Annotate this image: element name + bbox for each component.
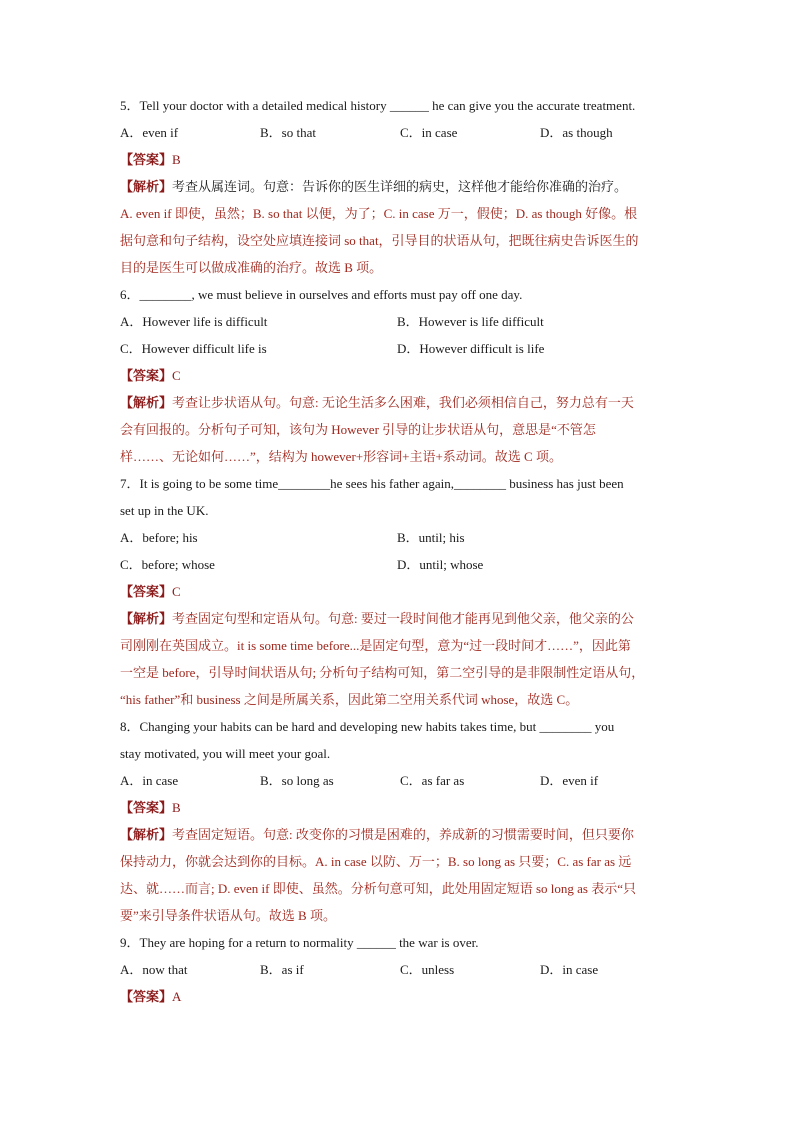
option-b: B．as if <box>260 962 304 977</box>
analysis-line: 达、就……而言; D. even if 即使、虽然。分析句意可知，此处用固定短语 so long as 表示“只 <box>120 881 637 896</box>
question-stem: 6．________, we must believe in ourselves and efforts must pay off one day. <box>120 287 523 302</box>
options-row <box>120 119 680 146</box>
answer-value: A <box>172 989 182 1004</box>
answer-value: C <box>172 584 181 599</box>
analysis-tag: 【解析】 <box>120 179 173 194</box>
analysis <box>120 389 680 470</box>
document-page <box>120 92 680 1010</box>
option-d: D．until; whose <box>397 557 484 572</box>
option-c: C．unless <box>400 962 455 977</box>
answer-value: B <box>172 152 181 167</box>
analysis-line: 考查固定短语。句意: 改变你的习惯是困难的，养成新的习惯需要时间，但只要你 <box>172 827 634 842</box>
option-a: A．However life is difficult <box>120 314 268 329</box>
answer-value: B <box>172 800 181 815</box>
answer-tag: 【答案】 <box>120 152 173 167</box>
option-a: A．before; his <box>120 530 198 545</box>
options-row <box>120 767 680 794</box>
analysis-line: 要”来引导条件状语从句。故选 B 项。 <box>120 908 336 923</box>
option-b: B．However is life difficult <box>397 314 544 329</box>
answer <box>120 578 680 605</box>
question-stem: 9．They are hoping for a return to normality ______ the war is over. <box>120 935 479 950</box>
answer-tag: 【答案】 <box>120 368 173 383</box>
question-7 <box>120 470 680 713</box>
question-8 <box>120 713 680 929</box>
answer <box>120 983 680 1010</box>
analysis-line: 目的是医生可以做成准确的治疗。故选 B 项。 <box>120 260 383 275</box>
analysis-line: 一空是 before，引导时间状语从句; 分析句子结构可知，第二空引导的是非限制性定语从句， <box>120 665 645 680</box>
option-d: D．However difficult is life <box>397 341 545 356</box>
question-6 <box>120 281 680 470</box>
option-c: C．as far as <box>400 773 465 788</box>
option-b: B．so long as <box>260 773 334 788</box>
option-d: D．in case <box>540 962 599 977</box>
analysis-tag: 【解析】 <box>120 611 173 626</box>
options-row <box>120 524 680 551</box>
analysis-line: 司刚刚在英国成立。it is some time before...是固定句型，意为“过一段时间才……”，因此第 <box>120 638 631 653</box>
analysis-line: 据句意和句子结构，设空处应填连接词 so that，引导目的状语从句，把既往病史告诉医生的 <box>120 233 639 248</box>
option-b: B．so that <box>260 125 316 140</box>
option-a: A．now that <box>120 962 188 977</box>
answer-value: C <box>172 368 181 383</box>
question-stem-cont: stay motivated, you will meet your goal. <box>120 746 331 761</box>
options-row <box>120 551 680 578</box>
analysis-line: 会有回报的。分析句子可知，该句为 However 引导的让步状语从句，意思是“不管怎 <box>120 422 596 437</box>
option-c: C．in case <box>400 125 458 140</box>
question-stem-cont: set up in the UK. <box>120 503 209 518</box>
analysis-line: “his father”和 business 之间是所属关系，因此第二空用关系代词 whose，故选 C。 <box>120 692 579 707</box>
question-9 <box>120 929 680 1010</box>
answer <box>120 362 680 389</box>
option-c: C．before; whose <box>120 557 215 572</box>
analysis-tag: 【解析】 <box>120 827 173 842</box>
question-stem: 8．Changing your habits can be hard and developing new habits takes time, but ________ you <box>120 719 615 734</box>
analysis-line: 考查固定句型和定语从句。句意: 要过一段时间他才能再见到他父亲，他父亲的公 <box>172 611 634 626</box>
answer <box>120 146 680 173</box>
question-5 <box>120 92 680 281</box>
options-row <box>120 956 680 983</box>
analysis-line: 保持动力，你就会达到你的目标。A. in case 以防、万一；B. so long as 只要；C. as far as 远 <box>120 854 632 869</box>
analysis <box>120 173 680 281</box>
answer-tag: 【答案】 <box>120 584 173 599</box>
options-row <box>120 335 680 362</box>
analysis-line: 样……、无论如何……”，结构为 however+形容词+主语+系动词。故选 C 项。 <box>120 449 562 464</box>
option-d: D．even if <box>540 773 599 788</box>
options-row <box>120 308 680 335</box>
analysis <box>120 605 680 713</box>
answer-tag: 【答案】 <box>120 989 173 1004</box>
option-d: D．as though <box>540 125 613 140</box>
analysis-tag: 【解析】 <box>120 395 173 410</box>
option-c: C．However difficult life is <box>120 341 267 356</box>
question-stem: 5．Tell your doctor with a detailed medical history ______ he can give you the accurate treatment. <box>120 98 636 113</box>
analysis-line: A. even if 即使，虽然；B. so that 以便，为了；C. in case 万一，假使；D. as though 好像。根 <box>120 206 638 221</box>
option-b: B．until; his <box>397 530 465 545</box>
analysis-line: 考查让步状语从句。句意: 无论生活多么困难，我们必须相信自己，努力总有一天 <box>172 395 634 410</box>
answer-tag: 【答案】 <box>120 800 173 815</box>
option-a: A．in case <box>120 773 179 788</box>
analysis-line: 考查从属连词。句意：告诉你的医生详细的病史，这样他才能给你准确的治疗。 <box>172 179 628 194</box>
answer <box>120 794 680 821</box>
question-stem: 7．It is going to be some time________he sees his father again,________ business has just been <box>120 476 624 491</box>
analysis <box>120 821 680 929</box>
option-a: A．even if <box>120 125 179 140</box>
